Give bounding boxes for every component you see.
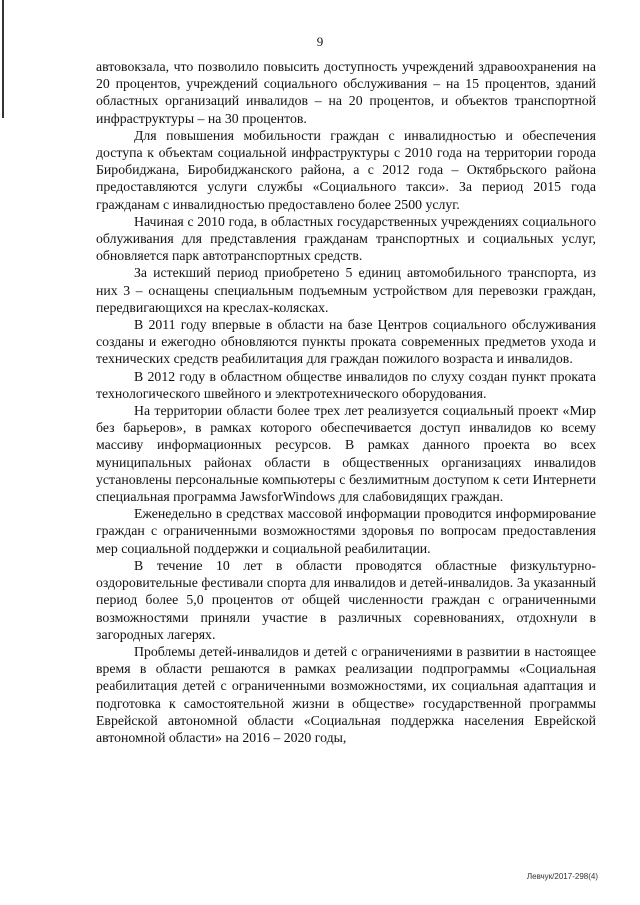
left-margin-rule [2,0,4,118]
document-footer-code: Левчук/2017-298(4) [526,872,598,881]
paragraph-1: автовокзала, что позволило повысить доступность учреждений здравоохранения на 20 процентов, учреждений социального обслуживания – на 15 процентов, зданий областных организаций инвалидов – на 20 процентов, и объектов транспортной инфраструктуры – на 30 процентов. [96,59,596,126]
paragraph-8: Еженедельно в средствах массовой информации проводится информирование граждан с ограниченными возможностями здоровья по вопросам предоставления мер социальной поддержки и социальной реабилитации. [96,506,596,556]
paragraph-5: В 2011 году впервые в области на базе Центров социального обслуживания созданы и ежегодно обновляются пункты проката современных предметов ухода и технических средств реабилитация для граждан пожилого возраста и инвалидов. [96,317,596,367]
paragraph-7: На территории области более трех лет реализуется социальный проект «Мир без барьеров», в рамках которого обеспечивается доступ инвалидов ко всему массиву информационных ресурсов. В рамках данного проекта во всех муниципальных районах области в общественных организациях инвалидов установлены персональные компьютеры с безлимитным доступом к сети Интернети специальная программа JawsforWindows для слабовидящих граждан. [96,403,596,505]
page-number: 9 [316,34,324,49]
document-body [96,58,596,746]
paragraph-4: За истекший период приобретено 5 единиц автомобильного транспорта, из них 3 – оснащены специальным подъемным устройством для перевозки граждан, передвигающихся на креслах-колясках. [96,265,596,315]
paragraph-2: Для повышения мобильности граждан с инвалидностью и обеспечения доступа к объектам социальной инфраструктуры с 2010 года на территории города Биробиджана, Биробиджанского района, а с 2012 года – Октябрьского района предоставляются услуги службы «Социального такси». За период 2015 года гражданам с инвалидностью предоставлено более 2500 услуг. [96,127,596,212]
paragraph-9: В течение 10 лет в области проводятся областные физкультурно-оздоровительные фестивали спорта для инвалидов и детей-инвалидов. За указанный период более 5,0 процентов от общей численности граждан с ограниченными возможностями приняли участие в различных соревнованиях, отдохнули в загородных лагерях. [96,557,596,642]
paragraph-3: Начиная с 2010 года, в областных государственных учреждениях социального облуживания для представления гражданам транспортных и социальных услуг, обновляется парк автотранспортных средств. [96,213,596,264]
paragraph-6: В 2012 году в областном обществе инвалидов по слуху создан пункт проката технологического швейного и электротехнического оборудования. [96,368,596,401]
paragraph-10: Проблемы детей-инвалидов и детей с ограничениями в развитии в настоящее время в области решаются в рамках реализации подпрограммы «Социальная реабилитация детей с ограниченными возможностями, их социальная адаптация и подготовка к самостоятельной жизни в обществе» государственной программы Еврейской автономной области «Социальная поддержка населения Еврейской автономной области» на 2016 – 2020 годы, [96,643,596,745]
